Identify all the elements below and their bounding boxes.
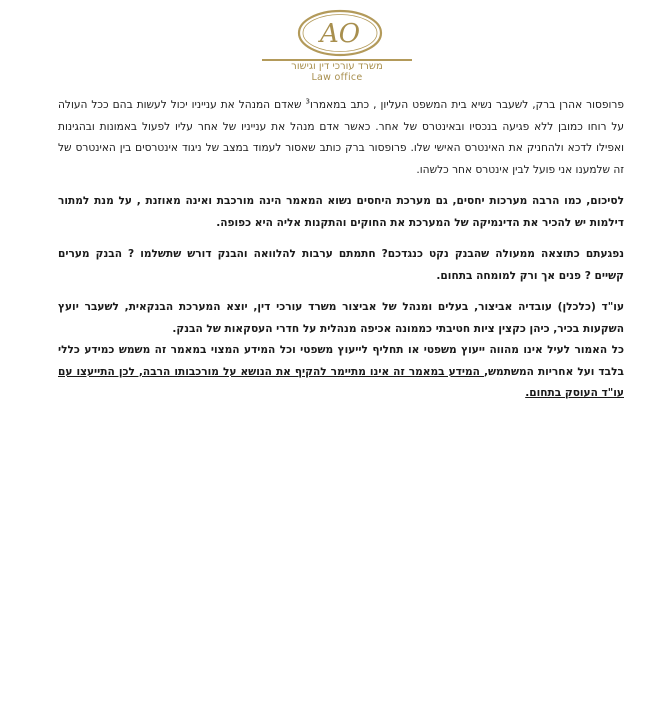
logo-text: AO <box>319 19 361 49</box>
paragraph-disclaimer <box>58 340 624 405</box>
paragraph-summary: לסיכום, כמו הרבה מערכות יחסים, גם מערכת היחסים נשוא המאמר הינה מורכבת ואינה מאוזנת , על מנת למתור דילמות יש להכיר את הדינמיקה של המערכת את החוקים והתקנות אליה היא כפופה. <box>58 195 624 229</box>
paragraph-author-bio: עו"ד (כלכלן) עובדיה אביצור, בעלים ומנהל של אביצור משרד עורכי דין, יוצא המערכת הבנקאית, לשעבר יועץ השקעות בכיר, כיהן כקצין ציות חטיבתי כממונה אכיפה מנהלית על חדרי העסקאות של הבנק. <box>58 301 624 335</box>
footnote-ref: 3 <box>305 97 310 106</box>
letterhead <box>0 0 646 90</box>
firm-name-hebrew: משרד עורכי דין וגישור <box>291 61 383 72</box>
paragraph-call-to-action: נפגעתם כתוצאה ממעולה שהבנק נקט כנגדכם? חתמתם ערבות להלוואה והבנק דורש שתשלמו ? הבנק מערים קשיים ? פנים אך ורק למומחה בתחום. <box>58 248 624 282</box>
paragraph-text: פרופסור אהרן ברק, לשעבר נשיא בית המשפט העליון , כתב במאמרו <box>309 99 624 111</box>
firm-name-english: Law office <box>311 72 363 83</box>
firm-logo <box>296 8 384 58</box>
paragraph-barak <box>58 95 624 181</box>
disclaimer-text: כל האמור לעיל אינו מהווה ייעוץ משפטי או תחליף לייעוץ משפטי וכל המידע המצוי במאמר זה משמש כמידע כללי בלבד ועל אחריות המשתמש, <box>58 344 624 378</box>
disclaimer-underlined-text: המידע במאמר זה אינו מתיימר להקיף את הנושא על מורכבותו הרבה, לכן התייעצו עם עו"ד העוסק בתחום. <box>58 365 624 399</box>
logo-emblem-icon <box>296 8 384 58</box>
paragraph-text: שאדם המנהל את ענייניו יכול לעשות בהם ככל העולה על רוחו כמובן ללא פגיעה בנכסיו ובאינטרס של אחר. כאשר אדם מנהל את ענייניו של אחר עליו לפעול באמונות ובהגינות ואפילו לדכא ולהחניק את האינטרס האישי שלו. פרופסור ברק כותב שאסור לעמוד במצב של ניגוד אינטרסים בין האינטרס של זה שלמענו אני פועל לבין אינטרס אחר כלשהו. <box>58 99 624 176</box>
letter-body <box>58 95 624 415</box>
